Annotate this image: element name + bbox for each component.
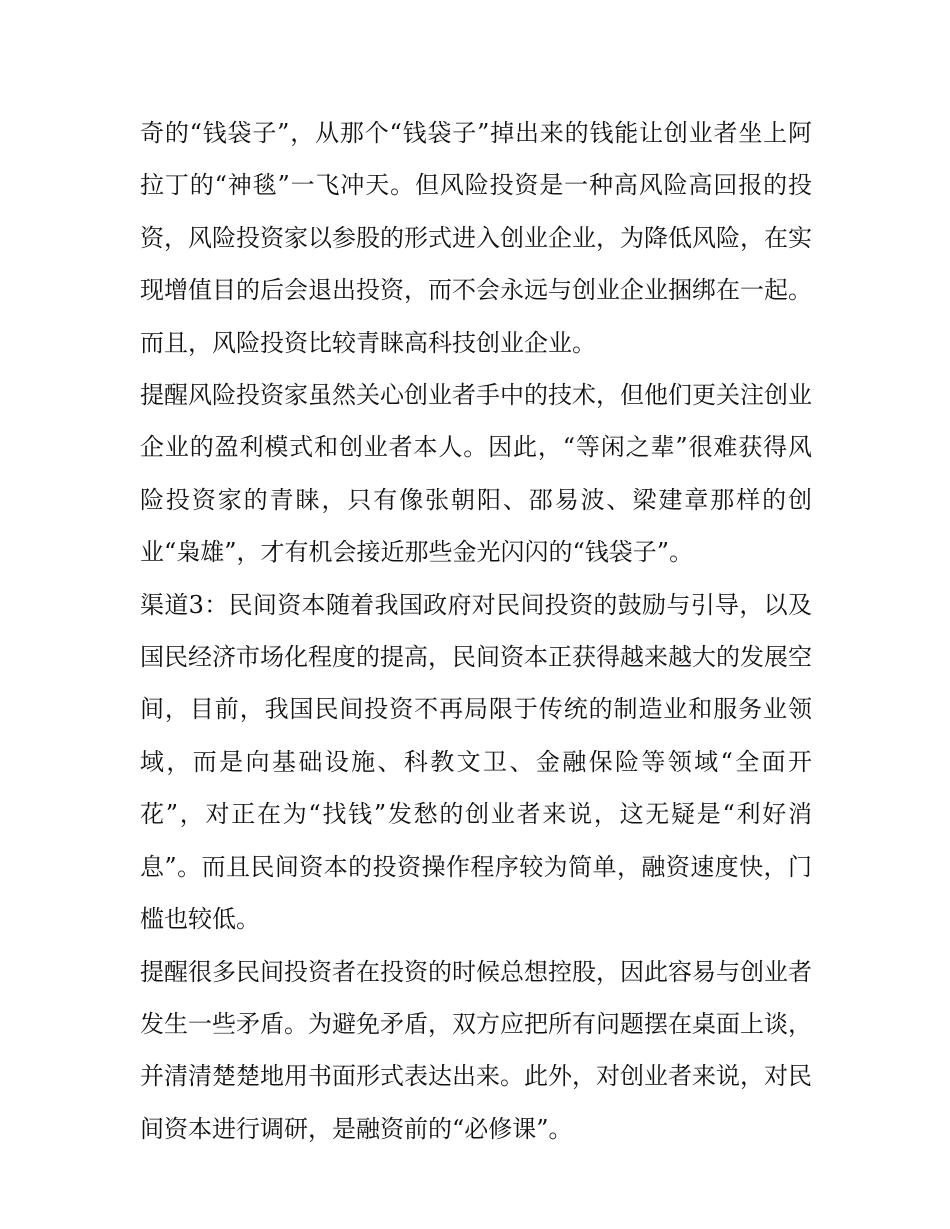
paragraph-venture-capital-reminder: 提醒风险投资家虽然关心创业者手中的技术，但他们更关注创业企业的盈利模式和创业者本人。因此，“等闲之辈”很难获得风险投资家的青睐，只有像张朝阳、邵易波、梁建章那样的创业“枭雄”，才有机会接近那些金光闪闪的“钱袋子”。 [140,381,812,567]
paragraph-private-capital-reminder: 提醒很多民间投资者在投资的时候总想控股，因此容易与创业者发生一些矛盾。为避免矛盾，双方应把所有问题摆在桌面上谈，并清清楚楚地用书面形式表达出来。此外，对创业者来说，对民间资本进行调研，是融资前的“必修课”。 [140,957,812,1143]
document-body [140,107,812,1155]
paragraph-venture-capital-intro: 奇的“钱袋子”，从那个“钱袋子”掉出来的钱能让创业者坐上阿拉丁的“神毯”一飞冲天。但风险投资是一种高风险高回报的投资，风险投资家以参股的形式进入创业企业，为降低风险，在实现增值目的后会退出投资，而不会永远与创业企业捆绑在一起。而且，风险投资比较青睐高科技创业企业。 [140,119,812,357]
paragraph-private-capital-channel: 渠道3：民间资本随着我国政府对民间投资的鼓励与引导，以及国民经济市场化程度的提高，民间资本正获得越来越大的发展空间，目前，我国民间投资不再局限于传统的制造业和服务业领域，而是向基础设施、科教文卫、金融保险等领域“全面开花”，对正在为“找钱”发愁的创业者来说，这无疑是“利好消息”。而且民间资本的投资操作程序较为简单，融资速度快，门槛也较低。 [140,590,812,934]
